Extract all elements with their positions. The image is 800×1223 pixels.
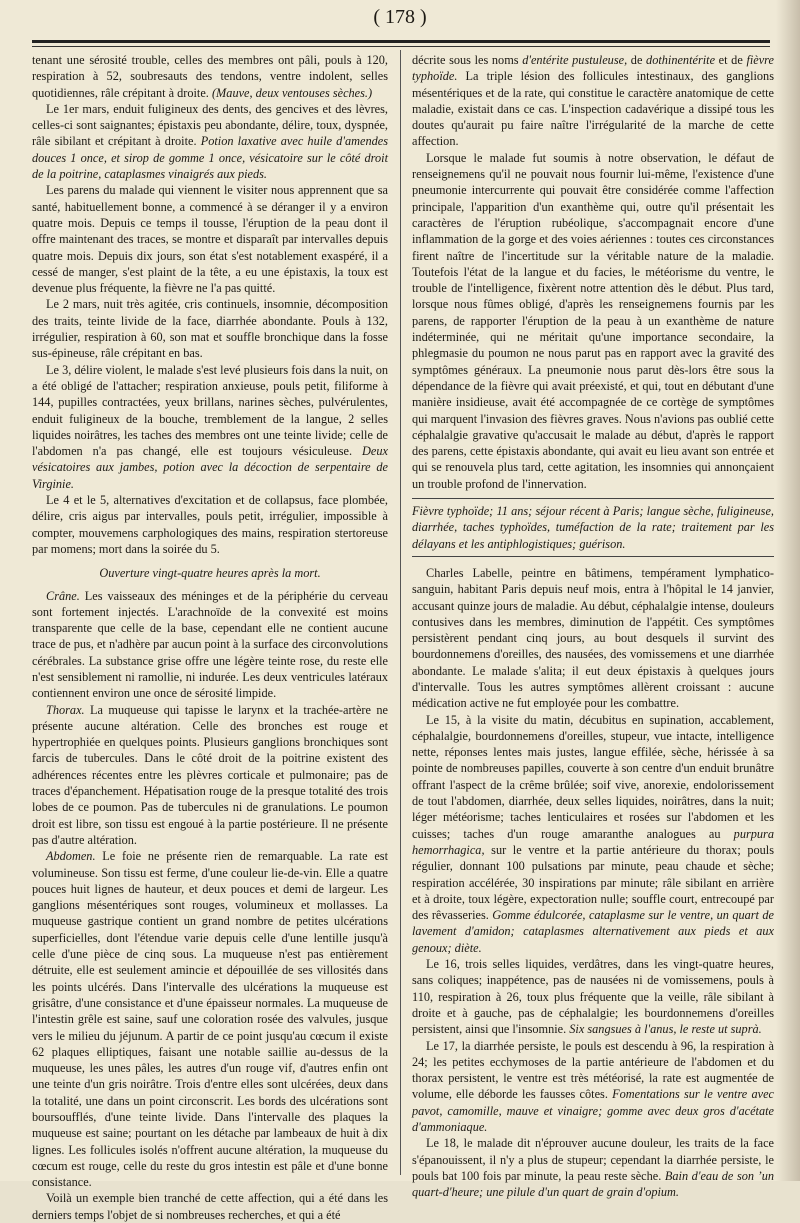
case-header: Fièvre typhoïde; 11 ans; séjour récent à Paris; langue sèche, fuligineuse, diarrhée, taches typhoïdes, tuméfaction de la rate; traitement par les délayans et les antiphlogistiques; guérison. — [412, 498, 774, 557]
page-number: ( 178 ) — [373, 6, 427, 28]
paragraph: Le 17, la diarrhée persiste, le pouls est descendu à 96, la respiration à 24; les petites ecchymoses de la partie antérieure de l'abdomen et du thorax persistent, le ventre est très météorisé, la rate est augmentée de volume, elle déborde les fausses côtes. Fomentations sur le ventre avec pavot, camomille, mauve et vinaigre; gomme avec deux gros d'acétate d'ammoniaque. — [412, 1038, 774, 1134]
right-column — [412, 52, 774, 1200]
paragraph-abdomen: Abdomen. Le foie ne présente rien de remarquable. La rate est volumineuse. Son tissu est ferme, d'une couleur lie-de-vin. Elle a quatre pouces huit lignes de hauteur, et deux pouces et demi de largeur. Les ganglions mésentériques sont rouges, volumineux et mollasses. La muqueuse gastrique contient un grand nombre de petites ulcérations superficielles, dont l'étendue varie depuis celle d'une lentille jusqu'à celle d'une pièce de cinq sous. La muqueuse n'est pas entièrement détruite, elle est seulement amincie et dépouillée de ses villosités dans les points ulcérés. Dans l'intervalle des ulcérations la muqueuse est grisâtre, d'une consistance et d'une épaisseur normales. La muqueuse de l'intestin grêle est saine, sauf une coloration rosée des valvules, jusque vers le milieu du jéjunum. A partir de ce point jusqu'au cœcum il existe 62 plaques elliptiques, faisant une notable saillie au-dessus de la muqueuse, les unes pâles, les autres d'un rouge vif, d'autres enfin ont une teinte d'un gris noirâtre. Trois d'entre elles sont ulcérées, deux dans la totalité, une dans un point circonscrit. Les bords des ulcérations sont boursoufflés, d'une teinte livide. Dans l'intervalle des plaques la muqueuse est saine; pourtant on les détache par lambeaux de huit à dix lignes. Les follicules isolés n'offrent aucune altération, la muqueuse du cœcum est rouge, celle du reste du gros intestin est pâle et d'une bonne consistance. — [32, 849, 388, 1190]
paragraph: décrite sous les noms d'entérite pustuleuse, de dothinentérite et de fièvre typhoïde. La triple lésion des follicules intestinaux, des ganglions mésentériques et de la rate, qui constitue le caractère anatomique de cette maladie, existait dans ce cas. L'inspection cadavérique a dissipé tous les doutes qu'aurait pu faire naître l'irrégularité de la marche de cette affection. — [412, 53, 774, 149]
paragraph-crane: Crâne. Les vaisseaux des méninges et de la périphérie du cerveau sont fortement injectés. L'arachnoïde de la convexité est moins transparente que celle de la base, cependant elle ne contient aucune trace de pus, et n'adhère par aucun point à la surface des circonvolutions cérébrales. La substance grise offre une légère teinte rose, du reste elle n'est sensiblement ni ramollie, ni indurée. Les deux ventricules latéraux contiennent environ une once de sérosité limpide. — [32, 588, 388, 701]
section-subtitle: Ouverture vingt-quatre heures après la mort. — [99, 566, 321, 581]
paragraph: Le 18, le malade dit n'éprouver aucune douleur, les traits de la face s'épanouissent, il n'y a plus de stupeur; cependant la diarrhée persiste, le pouls bat 100 fois par minute, la peau reste sèche. Bain d'eau de son ’un quart-d'heure; une pilule d'un quart de grain d'opium. — [412, 1136, 775, 1200]
paragraph: Le 1er mars, enduit fuligineux des dents, des gencives et des lèvres, celles-ci sont saignantes; épistaxis peu abondante, délire, toux, dyspnée, râle sibilant et crépitant à droite. Potion laxative avec huile d'amendes douces 1 once, et sirop de gomme 1 once, vésicatoire sur le côté droit de la poitrine, cataplasmes vinaigrés aux pieds. — [32, 101, 388, 182]
paragraph: Voilà un exemple bien tranché de cette affection, qui a été dans les derniers temps l'objet de si nombreuses recherches, et qui a été — [32, 1191, 388, 1222]
left-column — [32, 52, 388, 1223]
paragraph: tenant une sérosité trouble, celles des membres ont pâli, pouls à 120, respiration à 52, soubresauts des tendons, ventre indolent, selles quotidiennes, râle crépitant à droite. (Mauve, deux ventouses sèches.) — [32, 53, 388, 100]
paragraph: Lorsque le malade fut soumis à notre observation, le défaut de renseignemens qu'il ne pouvait nous fournir lui-même, l'existence d'une pneumonie intercurrente qui pouvait être considérée comme l'affection principale, l'apparition d'un exanthème qui, outre qu'il présentait les caractères de l'éruption rubéolique, s'accompagnait encore d'une inflammation de la gorge et des voies aériennes : toutes ces circonstances firent naître de l'incertitude sur la véritable nature de la maladie. Toutefois l'état de la langue et du facies, le météorisme du ventre, le trouble de l'intelligence, fixèrent notre attention dès le début. Plus tard, lorsque nous fûmes obligé, d'après les renseignemens fournis par les parens, de rapporter l'éruption de la peau à un exanthème de nature indéterminée, qui ne méritait qu'une importance secondaire, la phlegmasie du poumon ne nous parut pas en rapport avec la gravité des symptômes généraux. La pneumonie nous parut dès-lors être sous la dépendance de la fièvre qui avait préexisté, et qui, tout en débutant d'une manière insidieuse, avait été accompagnée de ce cortège de symptômes qui marquent l'invasion des fièvres graves. Nous n'avions pas oublié cette céphalalgie gravative qu'accusait le malade au début, d'après le rapport des parens, cette épistaxis abondante, qui avait eu lieu avant son entrée et qui se renouvela plus tard, cette agitation, les insomnies qui annonçaient un trouble profond de l'innervation. — [412, 150, 774, 491]
paragraph: Le 15, à la visite du matin, décubitus en supination, accablement, céphalalgie, bourdonnemens d'oreilles, stupeur, vue intacte, intelligence nette, réponses lentes mais justes, langue effilée, sèche, hérissée à sa pointe de nombreuses papilles, couverte à son centre d'un enduit brunâtre offrant l'aspect de la crême brûlée; soif vive, anorexie, endolorissement de tout l'abdomen, diarrhée, deux selles liquides, noirâtres, dans la nuit; léger météorisme; taches lenticulaires et rosées sur l'abdomen et les cuisses; taches d'un rouge amaranthe analogues au purpura hemorrhagica, sur le ventre et la partie antérieure du thorax; pouls régulier, donnant 100 pulsations par minute, peau chaude et sèche; respiration accélérée, 30 inspirations par minute; râle sibilant en arrière et à droite, toux légère, expectoration nulle; souffle court, entrecoupé par des rêvasseries. Gomme édulcorée, cataplasme sur le ventre, un quart de lavement d'amidon; cataplasmes alternativement aux pieds et aux genoux; diète. — [412, 712, 775, 955]
paragraph: Les parens du malade qui viennent le visiter nous apprennent que sa santé, habituellement bonne, a commencé à se déranger il y a environ quatre mois. Depuis ce temps il tousse, l'éruption de la peau dont il offre maintenant des traces, se montre et disparaît par intervalles depuis quatre mois. Depuis dix jours, son état s'est notablement exaspéré, il a cessé de manger, s'est plaint de la tête, a eu une épistaxis, la toux est devenue plus fréquente, la fièvre ne l'a pas quitté. — [32, 183, 388, 296]
paragraph: Le 3, délire violent, le malade s'est levé plusieurs fois dans la nuit, on a été obligé de l'attacher; respiration anxieuse, pouls petit, filiforme à 144, pupilles contractées, yeux brillans, narines sèches, pulvérulentes, enduit fuligineux de la bouche, tremblement de la langue, 2 selles liquides noirâtres, les taches des membres ont une teinte livide; celle de l'abdomen n'a pas changé, elle est toujours vésiculeuse. Deux vésicatoires aux jambes, potion avec la décoction de serpentaire de Virginie. — [32, 362, 388, 491]
paragraph: Le 2 mars, nuit très agitée, cris continuels, insomnie, décomposition des traits, teinte livide de la face, diarrhée abondante. Pouls à 132, irrégulier, respiration à 60, son mat et souffle bronchique dans la fosse sus-épineuse, râle crépitant en bas. — [32, 297, 388, 361]
paragraph: Le 16, trois selles liquides, verdâtres, dans les vingt-quatre heures, sans coliques; inappétence, pas de nausées ni de vomissemens, pouls à 110, respiration à 26, toux plus fréquente que la veille, râle sibilant à droite et à gauche, pas de céphalalgie; les bourdonnemens d'oreilles persistent, ainsi que l'insomnie. Six sangsues à l'anus, le reste ut suprà. — [412, 957, 774, 1037]
paragraph: Le 4 et le 5, alternatives d'excitation et de collapsus, face plombée, délire, cris aigus par intervalles, pouls petit, irrégulier, impossible à compter, mouvemens carphologiques des mains, respiration stertoreuse par momens; mort dans la soirée du 5. — [32, 493, 388, 556]
header-rule-thin — [32, 46, 770, 47]
paragraph: Charles Labelle, peintre en bâtimens, tempérament lymphatico-sanguin, habitant Paris depuis neuf mois, entra à l'hôpital le 14 janvier, accusant quinze jours de maladie. Au début, céphalalgie intense, douleurs contusives dans les membres, diminution de l'appétit. Ces symptômes persistèrent pendant cinq jours, au bout desquels il survint des bourdonnemens d'oreilles, des nausées, des vomissemens et une diarrhée abondante. Le malade s'alita; il eut deux épistaxis à quelques jours d'intervalle. Tous les autres symptômes allèrent croissant : aucune médication active ne fut employée pour les combattre. — [412, 565, 774, 711]
page-edge-shading — [776, 0, 800, 1181]
column-divider — [400, 50, 401, 1175]
header-rule-thick — [32, 40, 770, 43]
paragraph-thorax: Thorax. La muqueuse qui tapisse le larynx et la trachée-artère ne présente aucune altération. Celle des bronches est rouge et hypertrophiée en quelques points. Plusieurs ganglions bronchiques sont farcis de tubercules. Dans le côté droit de la poitrine existent des adhérences récentes entre les plèvres corticale et pulmonaire; pas de traces d'épanchement. Hépatisation rouge de la presque totalité des trois lobes de ce poumon. Pas de tubercules ni de granulations. Le poumon droit est libre, son tissu est engoué à la partie postérieure. Il ne présente pas d'autre altération. — [32, 702, 389, 847]
